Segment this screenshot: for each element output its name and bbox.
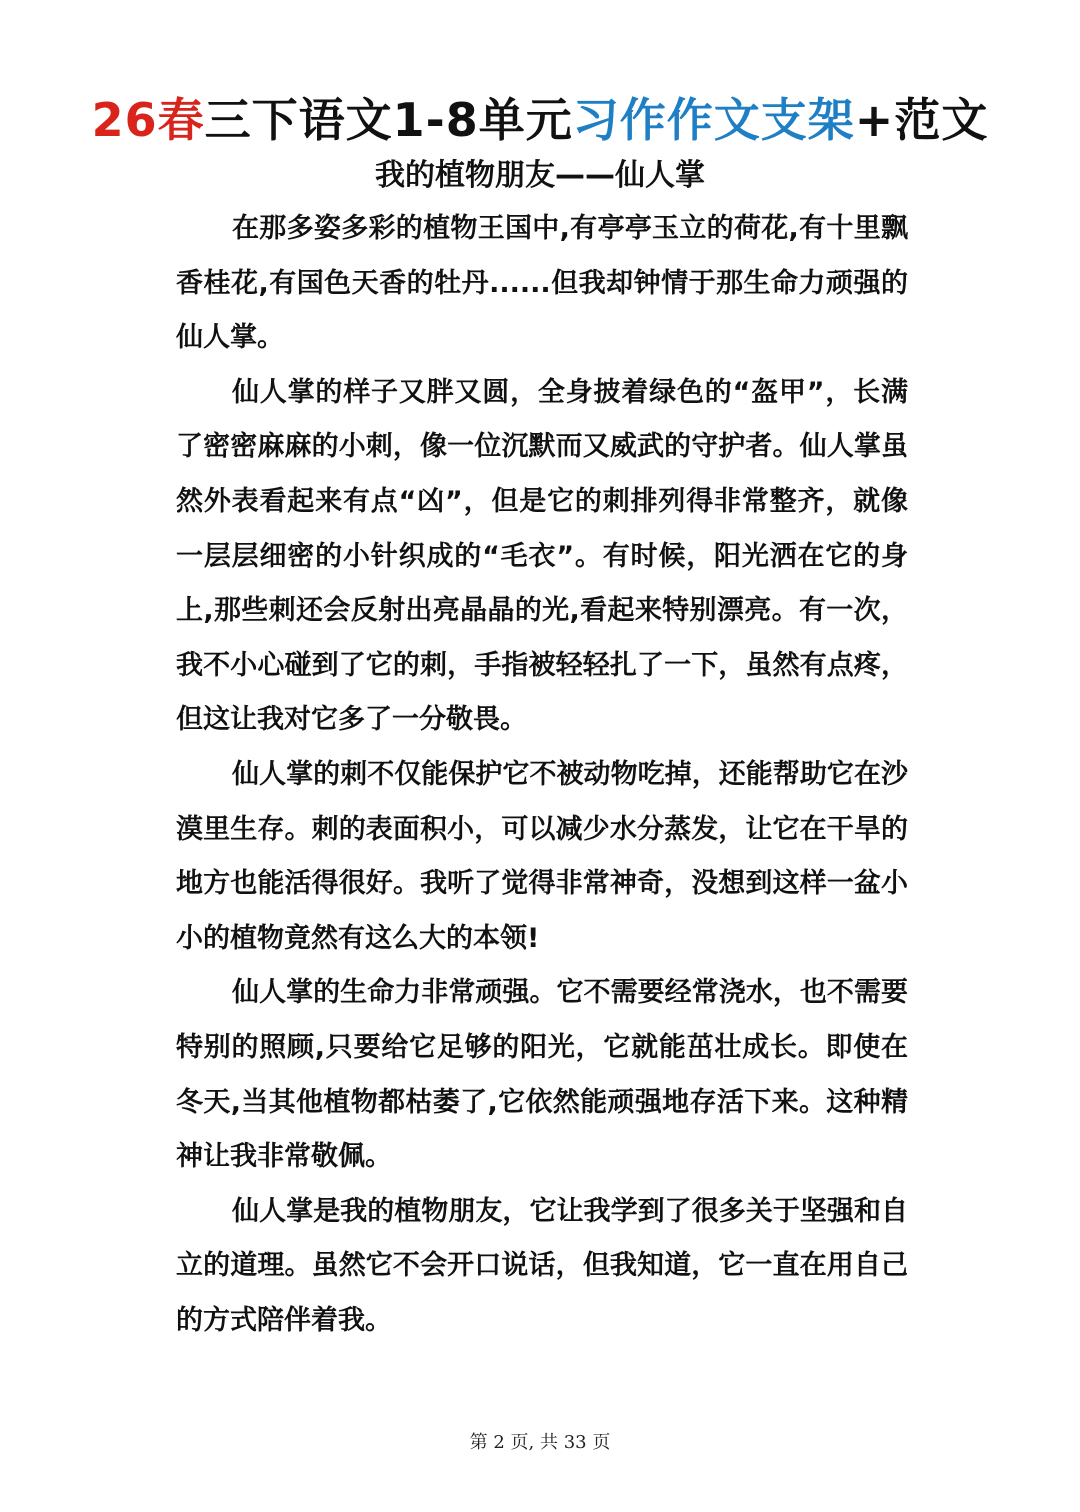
essay-paragraph: 仙人掌的刺不仅能保护它不被动物吃掉，还能帮助它在沙漠里生存。刺的表面积小，可以减少水分蒸发，让它在干旱的地方也能活得很好。我听了觉得非常神奇，没想到这样一盆小小的植物竟然有这么大的本领! (176, 758, 908, 954)
essay-paragraph: 仙人掌是我的植物朋友，它让我学到了很多关于坚强和自立的道理。虽然它不会开口说话，但我知道，它一直在用自己的方式陪伴着我。 (176, 1195, 908, 1336)
title-part-grade: 三下语文1-8单元 (204, 93, 573, 147)
essay-paragraph: 仙人掌的生命力非常顽强。它不需要经常浇水，也不需要特别的照顾,只要给它足够的阳光，它就能茁壮成长。即使在冬天,当其他植物都枯萎了,它依然能顽强地存活下来。这种精神让我非常敬佩。 (176, 977, 908, 1173)
essay-body (176, 202, 908, 1348)
title-part-scaffold: 习作作文支架 (572, 93, 855, 147)
title-part-year: 26春 (91, 93, 205, 147)
title-part-sample: +范文 (854, 93, 989, 147)
essay-title: 我的植物朋友——仙人掌 (375, 158, 705, 193)
essay-paragraph: 仙人掌的样子又胖又圆，全身披着绿色的“盔甲”，长满了密密麻麻的小刺，像一位沉默而又威武的守护者。仙人掌虽然外表看起来有点“凶”，但是它的刺排列得非常整齐，就像一层层细密的小针织成的“毛衣”。有时候，阳光洒在它的身上,那些刺还会反射出亮晶晶的光,看起来特别漂亮。有一次，我不小心碰到了它的刺，手指被轻轻扎了一下，虽然有点疼，但这让我对它多了一分敬畏。 (176, 376, 908, 736)
page-footer: 第 2 页, 共 33 页 (469, 1432, 611, 1453)
essay-paragraph: 在那多姿多彩的植物王国中,有亭亭玉立的荷花,有十里飘香桂花,有国色天香的牡丹......但我却钟情于那生命力顽强的仙人掌。 (176, 213, 908, 354)
document-title (0, 84, 1080, 150)
